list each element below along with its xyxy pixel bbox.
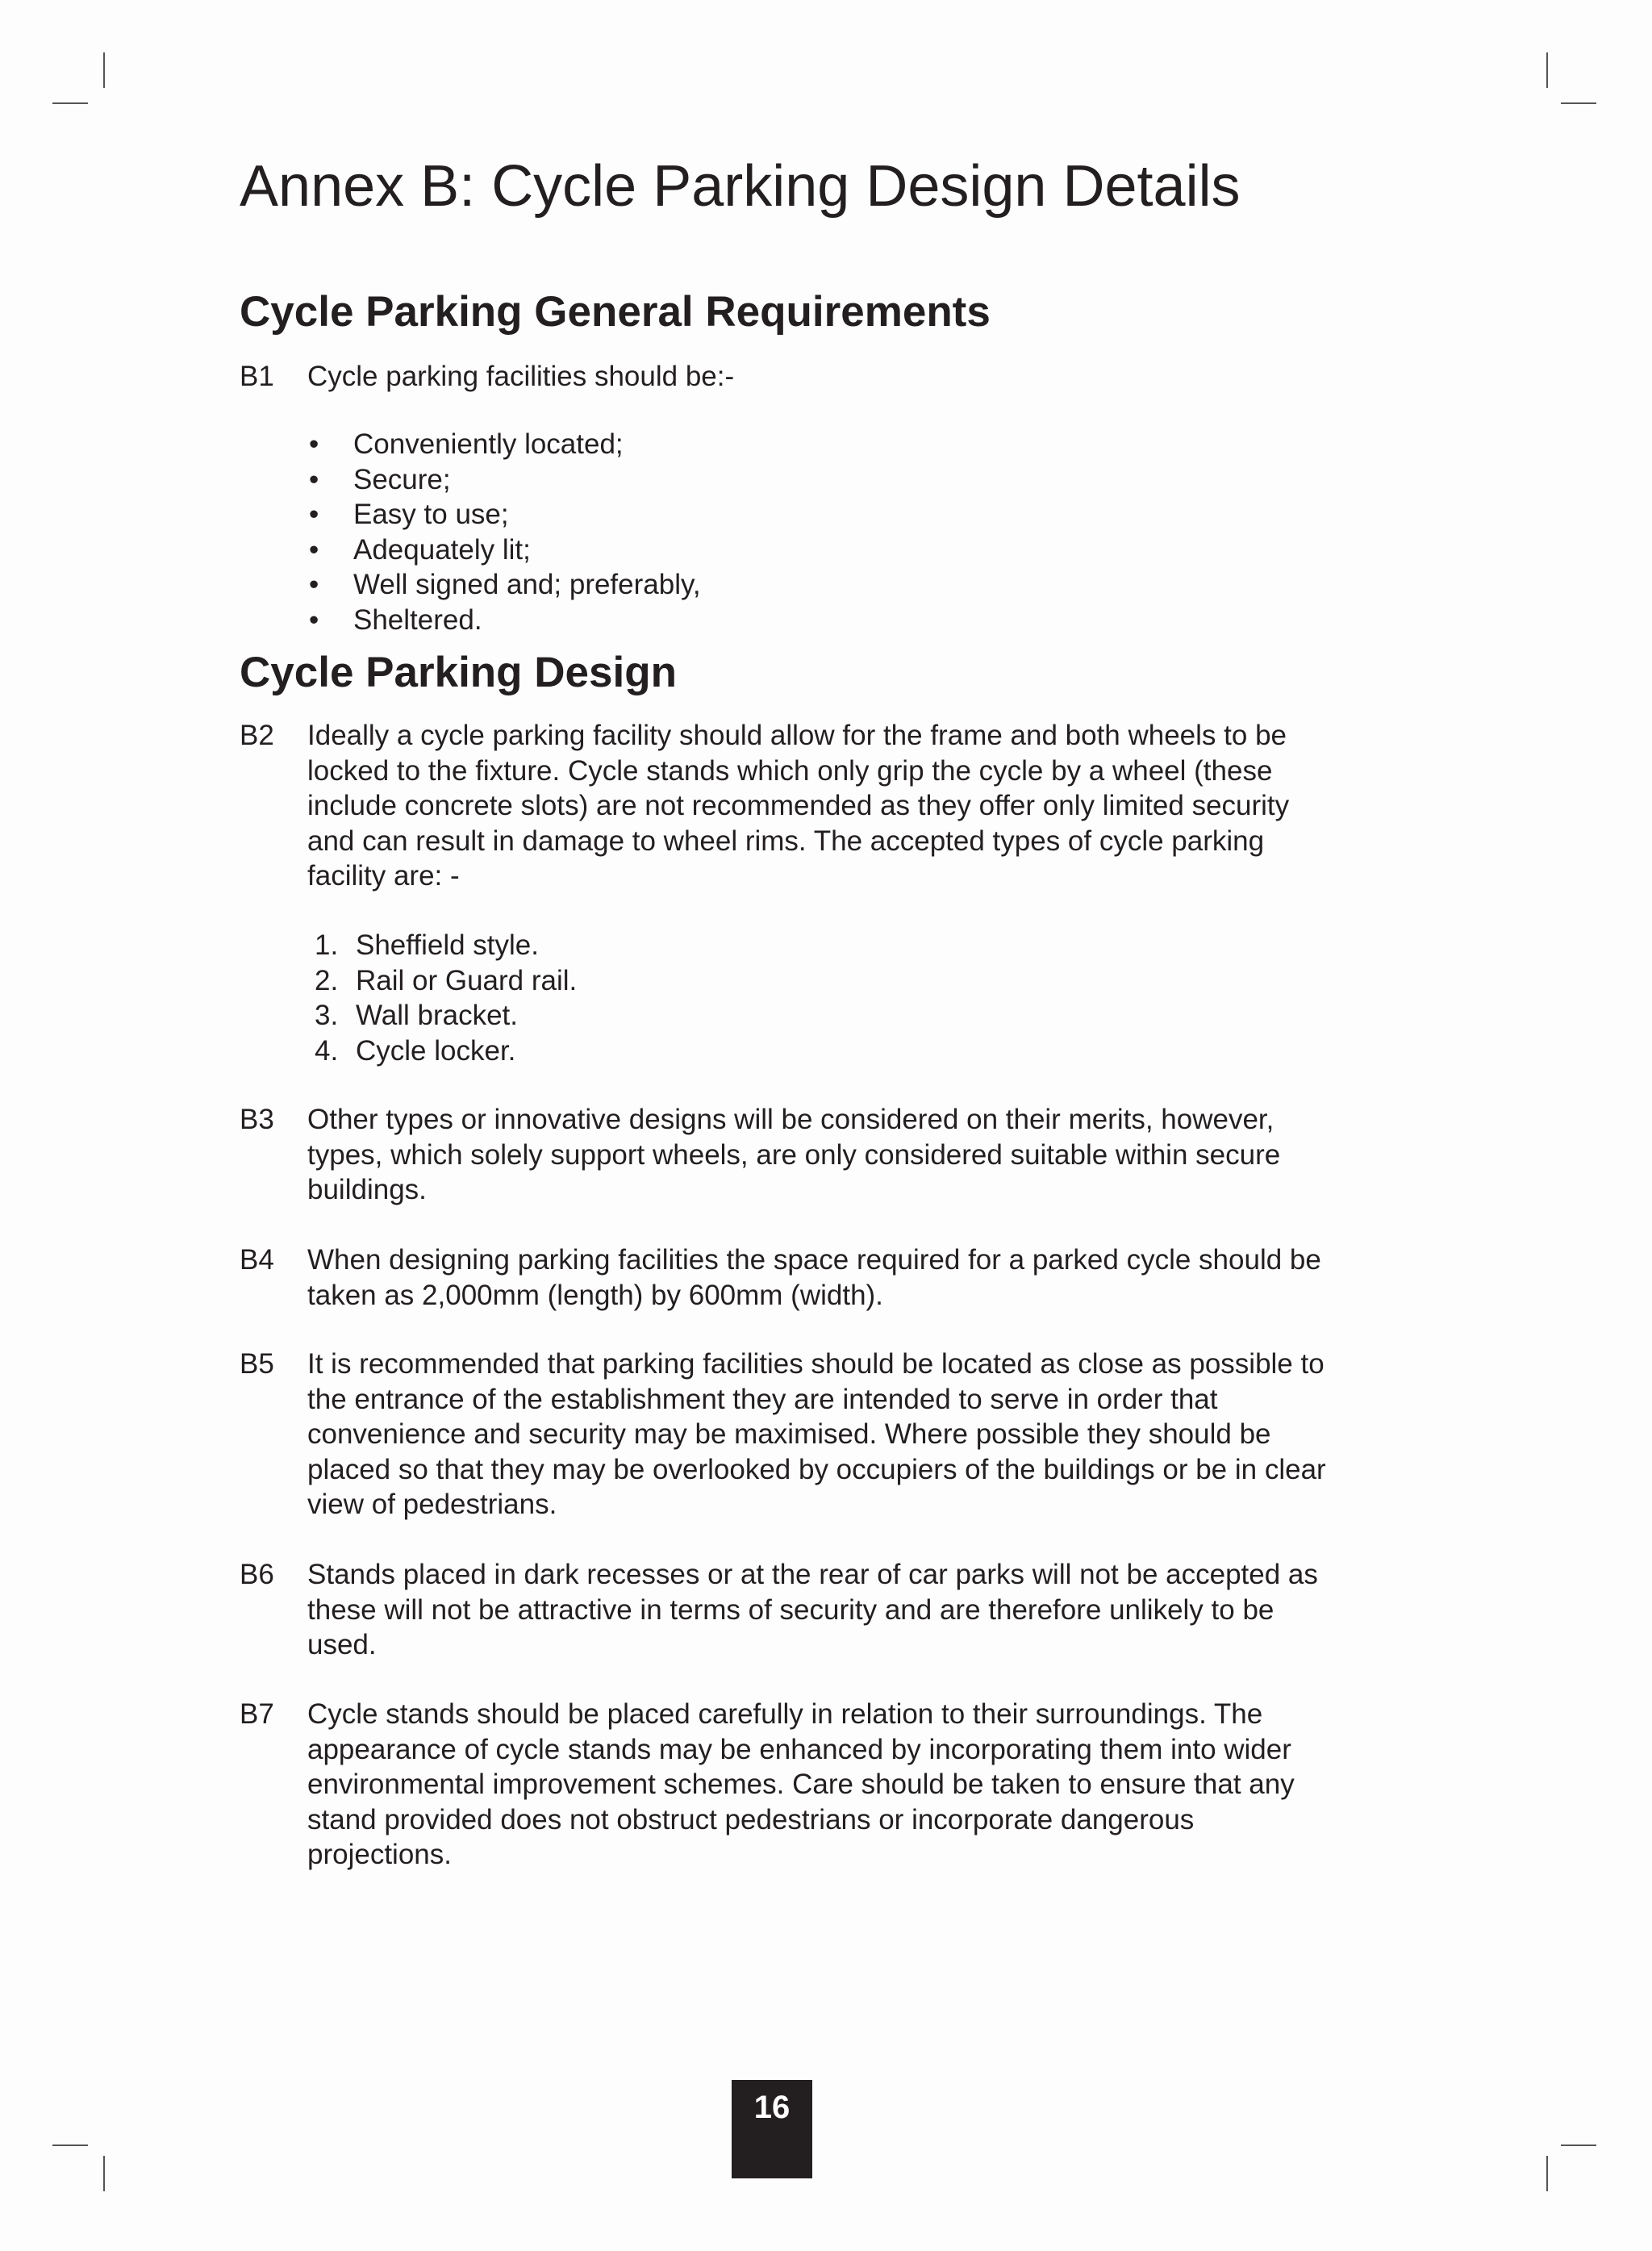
bullet-icon: • [309,499,319,530]
paragraph-text: Cycle stands should be placed carefully in relation to their surroundings. The appearance of cycle stands may be enhanced by incorporating them into wider environmental improvement schemes. Care should be taken to ensure that any stand provided does not obstruct pedestrians or incorporate dangerous projections. [307,1698,1295,1870]
paragraph-text: It is recommended that parking facilities should be located as close as possible to the entrance of the establishment they are intended to serve in order that convenience and security may be maximised. Where possible they should be placed so that they may be overlooked by occupiers of the buildings or be in clear view of pedestrians. [307,1348,1326,1520]
list-item: 1. Sheffield style. [315,929,539,961]
crop-mark [103,52,105,88]
crop-mark [52,2145,88,2146]
paragraph-b7 [240,1697,1329,1873]
bullet-icon: • [309,428,319,460]
paragraph-number: B7 [240,1698,274,1730]
crop-mark [1561,102,1596,104]
list-item: 2. Rail or Guard rail. [315,964,578,996]
bullet-icon: • [309,569,319,600]
paragraph-b2 [240,718,1329,894]
paragraph-b3 [240,1102,1329,1208]
paragraph-number: B2 [240,720,274,751]
list-item: • Secure; [307,462,701,498]
paragraph-b4 [240,1242,1329,1313]
paragraph-text: Cycle parking facilities should be:- [307,361,735,392]
list-item: • Easy to use; [307,497,701,532]
paragraph-b1 [240,359,1329,395]
paragraph-text: Ideally a cycle parking facility should allow for the frame and both wheels to be locked to the fixture. Cycle stands which only grip the cycle by a wheel (these include concrete slots) are not recommended as they offer only limited security and can result in damage to wheel rims. The accepted types of cycle parking facility are: - [307,720,1290,892]
requirements-list [307,427,701,637]
paragraph-b6 [240,1557,1329,1663]
page-title: Annex B: Cycle Parking Design Details [240,154,1241,219]
list-item: 3. Wall bracket. [315,1000,518,1031]
paragraph-number: B3 [240,1104,274,1135]
bullet-icon: • [309,463,319,495]
crop-mark [1561,2145,1596,2146]
bullet-icon: • [309,603,319,636]
crop-mark [103,2156,105,2191]
section-heading-design: Cycle Parking Design [240,649,677,696]
paragraph-number: B6 [240,1559,274,1590]
page-number: 16 [732,2080,812,2178]
list-item: • Sheltered. [307,603,701,638]
bullet-icon: • [309,533,319,566]
paragraph-text: Stands placed in dark recesses or at the rear of car parks will not be accepted as these will not be attractive in terms of security and are therefore unlikely to be used. [307,1559,1318,1660]
paragraph-b5 [240,1347,1329,1522]
list-item: • Conveniently located; [307,427,701,462]
section-heading-general: Cycle Parking General Requirements [240,288,991,336]
list-item: • Adequately lit; [307,532,701,568]
list-item: • Well signed and; preferably, [307,567,701,603]
paragraph-number: B4 [240,1244,274,1276]
crop-mark [1546,52,1548,88]
list-item: 4. Cycle locker. [315,1034,516,1067]
paragraph-text: When designing parking facilities the space required for a parked cycle should be taken as 2,000mm (length) by 600mm (width). [307,1244,1321,1311]
paragraph-number: B5 [240,1348,274,1380]
crop-mark [1546,2156,1548,2191]
paragraph-number: B1 [240,361,274,392]
facility-types-list [307,928,577,1068]
paragraph-text: Other types or innovative designs will be considered on their merits, however, types, which solely support wheels, are only considered suitable within secure buildings. [307,1104,1281,1205]
crop-mark [52,102,88,104]
